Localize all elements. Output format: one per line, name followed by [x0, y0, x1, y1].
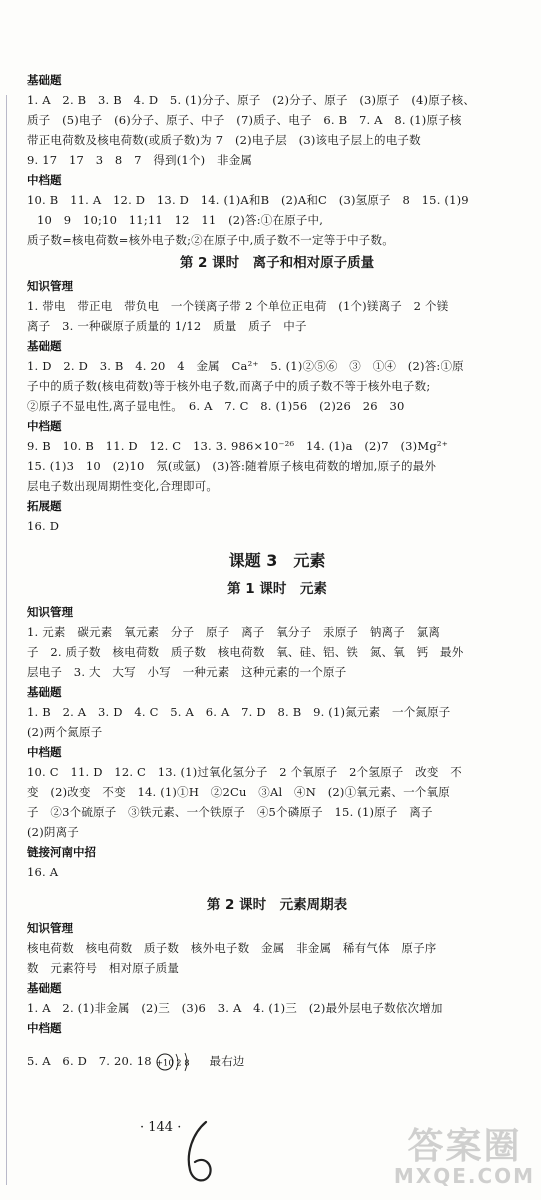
electron-shells: 2 8 — [175, 1058, 190, 1068]
answer-line: 变 (2)改变 不变 14. (1)①H ②2Cu ③Al ④N (2)①氧元素、一个氧原 — [27, 785, 450, 799]
answer-line: 子 ②3个硫原子 ③铁元素、一个铁原子 ④5个磷原子 15. (1)原子 离子 — [27, 805, 433, 819]
atom-structure-diagram — [156, 1051, 200, 1073]
answer-line: 带正电荷数及核电荷数(或质子数)为 7 (2)电子层 (3)该电子层上的电子数 — [27, 133, 421, 147]
answer-line: 离子 3. 一种碳原子质量的 1/12 质量 质子 中子 — [27, 319, 307, 333]
handwritten-six — [180, 1118, 220, 1188]
nucleus-charge: +10 — [155, 1058, 174, 1068]
answer-line: 1. B 2. A 3. D 4. C 5. A 6. A 7. D 8. B 9. (1)氮元素 一个氮原子 — [27, 705, 451, 719]
answer-text: 最右边 — [209, 1054, 245, 1068]
lesson-title: 第 2 课时 离子和相对原子质量 — [179, 255, 375, 271]
answer-line: 10. B 11. A 12. D 13. D 14. (1)A和B (2)A和C (3)氢原子 8 15. (1)9 — [27, 193, 469, 207]
answer-text: 5. A 6. D 7. 20. 18 — [27, 1054, 152, 1068]
watermark-url: MXQE.COM — [393, 1164, 536, 1188]
lesson-title: 第 1 课时 元素 — [227, 581, 327, 597]
topic-title: 课题 3 元素 — [228, 551, 326, 570]
section-heading-knowledge: 知识管理 — [27, 279, 73, 293]
section-heading-medium: 中档题 — [27, 173, 62, 187]
section-heading-basic: 基础题 — [27, 73, 62, 87]
answer-line: 1. 带电 带正电 带负电 一个镁离子带 2 个单位正电荷 (1个)镁离子 2 个镁 — [27, 299, 449, 313]
section-heading-medium: 中档题 — [27, 419, 62, 433]
answer-line: 1. 元素 碳元素 氧元素 分子 原子 离子 氧分子 汞原子 钠离子 氯离 — [27, 625, 441, 639]
answer-line: 15. (1)3 10 (2)10 氖(或氩) (3)答:随着原子核电荷数的增加,原子的最外 — [27, 459, 437, 473]
answer-line: 1. A 2. B 3. B 4. D 5. (1)分子、原子 (2)分子、原子 (3)原子 (4)原子核、 — [27, 93, 476, 107]
section-heading-knowledge: 知识管理 — [27, 921, 73, 935]
answer-line: 层电子数出现周期性变化,合理即可。 — [27, 479, 219, 493]
answer-line: 1. A 2. (1)非金属 (2)三 (3)6 3. A 4. (1)三 (2)最外层电子数依次增加 — [27, 1001, 443, 1015]
answer-line: ②原子不显电性,离子显电性。 6. A 7. C 8. (1)56 (2)26 26 30 — [27, 399, 405, 413]
section-heading-medium: 中档题 — [27, 1021, 62, 1035]
answer-line: (2)阴离子 — [27, 825, 79, 839]
margin-rule — [6, 95, 7, 1185]
answer-line: 9. B 10. B 11. D 12. C 13. 3. 986×10⁻²⁶ 14. (1)a (2)7 (3)Mg²⁺ — [27, 439, 448, 453]
page-number: · 144 · — [140, 1120, 182, 1135]
watermark — [392, 1118, 537, 1193]
answer-line: 10 9 10;10 11;11 12 11 (2)答:①在原子中, — [37, 213, 324, 227]
section-heading-henan-exam: 链接河南中招 — [27, 845, 96, 859]
watermark-logo-text: 答案圈 — [407, 1126, 522, 1167]
answer-line: 子中的质子数(核电荷数)等于核外电子数,而离子中的质子数不等于核外电子数; — [27, 379, 431, 393]
answer-line: 16. D — [27, 519, 60, 533]
answer-line — [27, 1048, 527, 1074]
answer-line: 质子 (5)电子 (6)分子、原子、中子 (7)质子、电子 6. B 7. A 8. (1)原子核 — [27, 113, 462, 127]
answer-line: 质子数=核电荷数=核外电子数;②在原子中,质子数不一定等于中子数。 — [27, 233, 394, 247]
answer-line: 16. A — [27, 865, 59, 879]
answer-line: 数 元素符号 相对原子质量 — [27, 961, 180, 975]
section-heading-basic: 基础题 — [27, 339, 62, 353]
section-heading-extension: 拓展题 — [27, 499, 62, 513]
section-heading-medium: 中档题 — [27, 745, 62, 759]
lesson-title: 第 2 课时 元素周期表 — [206, 897, 348, 913]
answer-line: 核电荷数 核电荷数 质子数 核外电子数 金属 非金属 稀有气体 原子序 — [27, 941, 437, 955]
answer-content — [27, 70, 527, 1074]
answer-line: 10. C 11. D 12. C 13. (1)过氧化氢分子 2 个氧原子 2个氢原子 改变 不 — [27, 765, 462, 779]
answer-line: 1. D 2. D 3. B 4. 20 4 金属 Ca²⁺ 5. (1)②⑤⑥ ③ ①④ (2)答:①原 — [27, 359, 464, 373]
answer-line: 9. 17 17 3 8 7 得到(1个) 非金属 — [27, 153, 253, 167]
section-heading-basic: 基础题 — [27, 981, 62, 995]
section-heading-basic: 基础题 — [27, 685, 62, 699]
answer-line: (2)两个氮原子 — [27, 725, 103, 739]
section-heading-knowledge: 知识管理 — [27, 605, 73, 619]
answer-line: 层电子 3. 大 大写 小写 一种元素 这种元素的一个原子 — [27, 665, 347, 679]
answer-line: 子 2. 质子数 核电荷数 质子数 核电荷数 氧、硅、铝、铁 氮、氧 钙 最外 — [27, 645, 464, 659]
